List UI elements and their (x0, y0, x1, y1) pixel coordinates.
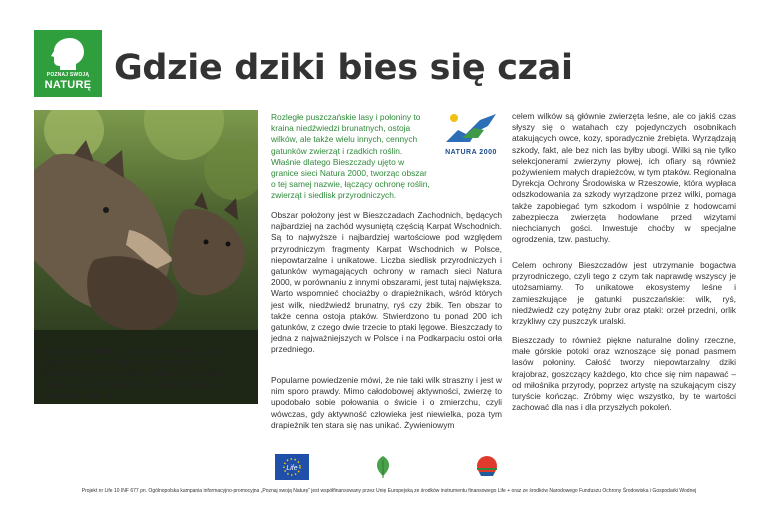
natura-2000-logo (440, 108, 502, 156)
right-column-paragraph-2: Celem ochrony Bieszczadów jest utrzymanie bogactwa przyrodniczego, czyli tego z czym tak naprawdę wszyscy je utożsamiamy. To unikatowe ekosystemy leśne i zamieszkujące je gatunki puszczańskie: wilk, ryś, niedźwiedź czy potężny żubr oraz ptaki: orzeł przedni, orlik krzykliwy czy puszczyk uralski. (512, 260, 736, 327)
funding-footnote: Projekt nr Life 10 INF 677 pn. Ogólnopolska kampania informacyjno-promocyjna „Poznaj swoją Naturę” jest współfinansowany przez Unię Europejską ze środków instrumentu finansowego Life + oraz ze środków Narodowego Funduszu Ochrony Środowiska i Gospodarki Wodnej (81, 488, 697, 494)
photo-caption: Każdy z nas wolałby ich na żywo nie spotkać, choć chętnie wracamy do dziecięcych wspomnień o bajkowych igraszkach „Wilka i zająca”. Takie dzikie, unikatowe na skalę światową atrakcje gwarantuje bieszczadzka kraina. (40, 347, 227, 400)
right-column-paragraph-3: Bieszczady to również piękne naturalne doliny rzeczne, małe górskie potoki oraz wznoszące się ponad pasmem lasów połoniny. Całość tworzy niepowtarzalny dziki krajobraz, goszczący każdego, kto chce się nim napawać – od miłośnika przyrody, poprzez artystę na szukającym ciszy turyście kończąc. Zróbmy więc wszystko, by te wartości zachować dla nas i dla przyszłych pokoleń. (512, 335, 736, 413)
middle-column-paragraph-1: Obszar położony jest w Bieszczadach Zachodnich, będących najbardziej na zachód wysuniętą częścią Karpat Wschodnich. Są to najwyższe i najbardziej wartościowe pod względem przyrodniczym fragmenty Karpat Wschodnich w Polsce, niepowtarzalne i unikatowe. Liczba siedlisk przyrodniczych i gatunków wymagających ochrony w ramach sieci Natura 2000, w porównaniu z innymi obszarami, jest tutaj największa. Warto wspomnieć chociażby o drapieżnikach, wśród których jest wilk, niedźwiedź brunatny, ryś czy żbik. Ten obszar to także cenna ostoja ptaków. Stwierdzono tu ponad 200 ich gatunków, z czego dwie trzecie to ptaki lęgowe. Bieszczady to jedna z najważniejszych w Polsce i na Podkarpaciu ostoi orła przedniego. (271, 210, 502, 355)
page-title: Gdzie dziki bies się czai (114, 48, 573, 88)
logo-name: NATURĘ (44, 79, 92, 91)
natura-2000-label: NATURA 2000 (445, 149, 497, 156)
rdos-leaf-logo (370, 454, 396, 485)
campaign-logo (34, 30, 102, 97)
child-profile-icon (48, 36, 88, 72)
eu-life-logo (275, 454, 309, 485)
svg-text:Life: Life (286, 465, 298, 472)
middle-column-paragraph-2: Popularne powiedzenie mówi, że nie taki wilk straszny i jest w nim sporo prawdy. Mimo całodobowej aktywności, zwierzę to upodobało sobie połowania o świcie i o zmierzchu, czyli wówczas, gdy aktywność człowieka jest niewielka, poza tym drapieżnik ten stara się nas unikać. Żywieniowym (271, 375, 502, 430)
lead-paragraph: Rozległe puszczańskie lasy i połoniny to kraina niedźwiedzi brunatnych, ostoja wilków, ale także wielu innych, cennych gatunków zwierząt i rzadkich roślin. Właśnie dlatego Bieszczady ujęto w granice sieci Natura 2000, tworząc obszar o tej samej nazwie, łączący ochronę roślin, zwierząt i siedlisk przyrodniczych. (271, 112, 430, 201)
natura-2000-bird-logo (440, 108, 502, 146)
right-column-paragraph-1: celem wilków są głównie zwierzęta leśne, ale co jakiś czas słyszy się o watahach czy pojedynczych osobnikach atakujących owce, kozy, sporadycznie źrebięta. Wyrządzają szkody, fakt, ale bez nich las byłby ubogi. Wilki są nie tylko selekcjonerami zwierzyny płowej, ich ofiary są również pożywieniem małych drapieżców, w tym ptaków. Regionalna Dyrekcja Ochrony Środowiska w Rzeszowie, która wypłaca odszkodowania za szkody wyrządzone przez wilki, pomaga także zapobiegać tym szkodom i wspólnie z hodowcami zabezpiecza zwierzęta hodowlane przed wizytami niechcianych gości. Inwestuje choćby w specjalne ogrodzenia, tzw. pastuchy. (512, 111, 736, 245)
nfosigw-logo (475, 454, 499, 485)
logo-tagline: POZNAJ SWOJĄ (46, 72, 90, 78)
